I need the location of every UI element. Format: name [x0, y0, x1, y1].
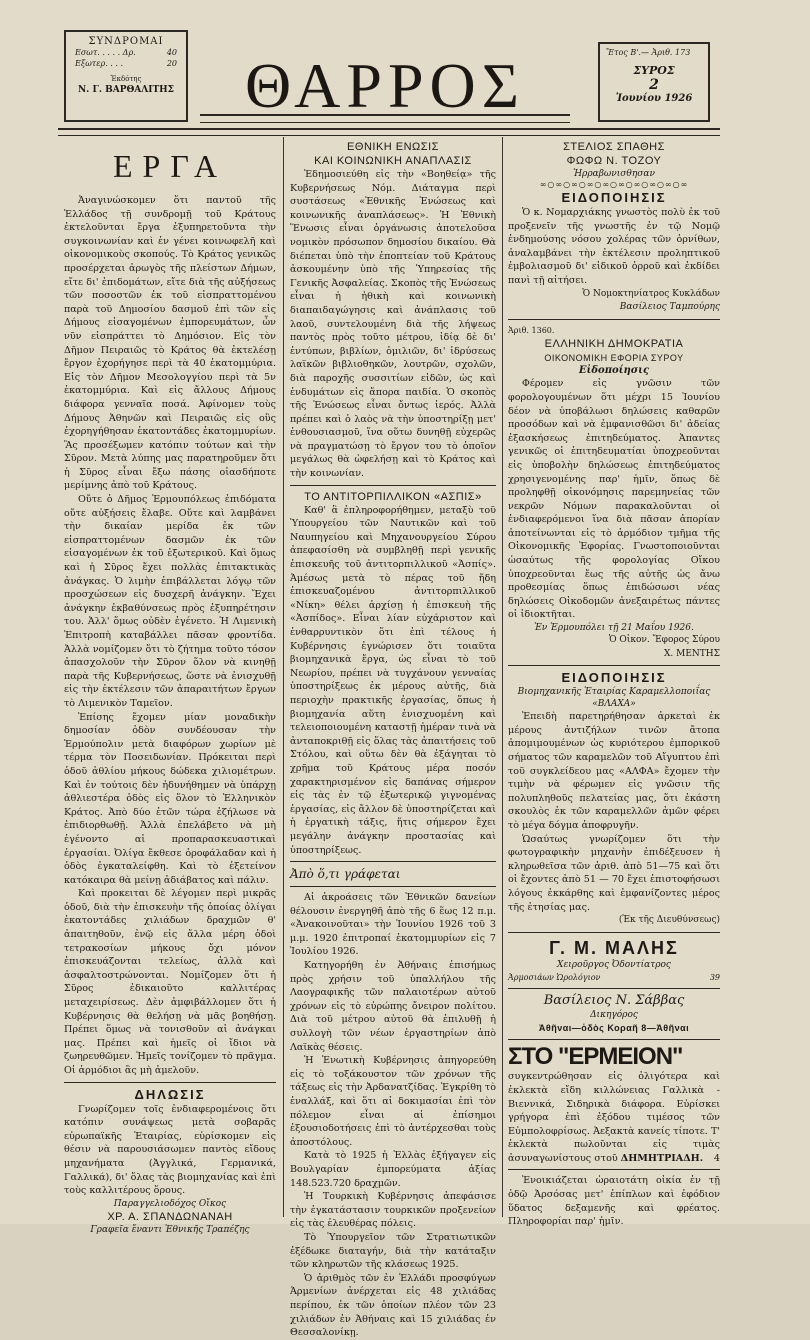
issue-city: ΣΥΡΟΣ — [633, 64, 675, 77]
notice-title-1: ΕΙΔΟΠΟΙΗΣΙΣ — [561, 190, 667, 205]
notice-text: Ἐπειδὴ παρετηρήθησαν ἀρκεταὶ ἐκ μέρους ἀντιζήλων τινῶν ἄτοπα ἀπομιμουμένων ὡς κυριότερου ἐμπορικοῦ σήματος τῶν καραμελῶν τοῦ Αἴγυπτου ἐπὶ τοῦ συγκλείδεου μας «ΑΛΦΑ» ἔχομεν τὴν τιμὴν νὰ φέρωμεν εἰς γνῶσιν τῆς πολυπληθοῦς πελατείας μας, ὅτι ἐκάστη σκουλὸς ἐκ τῶν καραμελλῶν ἀμῶν φέρει τὸ μέγα δόγμα ἀποφρυγῆν. — [508, 711, 720, 831]
advert-sabbas-name: Βασίλειος Ν. Σάββας — [543, 993, 685, 1009]
column-divider-1 — [283, 137, 284, 1217]
section-rule — [508, 988, 720, 989]
notice-signature: (Ἐκ τῆς Διευθύνσεως) — [618, 915, 720, 926]
news-item: Ἡ Ἑνωτικὴ Κυβέρνησις ἀπηγορεύθη εἰς τὸ τοξάκουστον τῶν χρόνων τῆς τάξεως εἰς τὴν Ἀρδανατζίδας. Ἐγκρίθη τὸ ἐναλλάξ, καὶ ὅτι αἱ δοκιμασίαι ἐπὶ τὸν πόλεμον εἶναι αἱ ἐπίσημοι ἐξουσιοδοτήσεις ἐπὶ τὸ ἀντέρχεσθαι τοὺς ἀποστόλους. — [290, 1055, 496, 1148]
advert-ermeion-title: ΣΤΟ "ΕΡΜΕΙΟΝ" — [508, 1043, 683, 1071]
issue-box — [598, 42, 710, 122]
newspaper-title: ΘΑΡΡΟΣ — [244, 50, 526, 121]
column-2 — [290, 140, 496, 1339]
notice-company: Βιομηχανικῆς Ἑταιρίας Καραμελλοποιΐας «ΒΛΑΧΑ» — [517, 687, 711, 710]
article-paragraph: Ἐπίσης ἔχομεν μίαν μοναδικὴν δημοσίαν ὁδὸν συνδέουσαν τὴν Ἑρμούπολιν μετὰ διαφόρων χωρίων μὲ τέρμα τὸν Ποσειδωνίαν. Πρόκειται περὶ ὁδοῦ ἀθλίου μήκους δώδεκα χιλιομέτρων. Καὶ ἐν τούτοις δὲν ἠδυνήθημεν νὰ ὑπάρχῃ ἀθλιεστέρα ὁδὸς εἰς ὅλον τὸ Ἑλληνικὸν Κράτος. Ἀπὸ δύο ἐτῶν τώρα ἐζήλωσε νὰ ἐπιδιορθωθῇ. Ἀλλὰ ἐπελάβετο νὰ μὴ ἐγένοντο αἱ προπαρασκευαστικαὶ ἐργασίαι. Ὀλίγα ἔκθεσε ὀροφάλαδαν καὶ ἡ ὁδὸς ἐγκαταλείφθη. Καὶ τὸ ἐξετείνον κατόκαιρα θὰ μείνῃ ἀδιάβατος καὶ πάλιν. — [64, 711, 276, 886]
headline-ethniki-enosis: ΕΘΝΙΚΗ ΕΝΩΣΙΣ — [347, 141, 439, 153]
notice-name: ΧΡ. Α. ΣΠΑΝΔΩΝΑΝΑΗ — [107, 1210, 233, 1223]
engagement-sub: Ἠρραβωνισθησαν — [573, 169, 655, 179]
section-rule — [290, 861, 496, 862]
issue-month-year: Ἰουνίου 1926 — [615, 93, 693, 104]
notice-text: Φέρομεν εἰς γνῶσιν τῶν φορολογουμένων ὅτι μέχρι 15 Ἰουνίου δέον νὰ ὑποβάλωσι δηλώσεις καθαρῶν προσόδων καὶ νὰ ἐμφανισθῶσι δι' ἀδείας ἐξασκήσεως ἐπιτηδεύματος. Ἀπαντες γενικῶς οἱ ἐπιτηδευματίαι ὑποχρεοῦνται εἰς ὑποβολὴν δηλώσεως ἐπιτηδεύματος χρησιγενομένης παρ' ἡμῖν, ὅπως δὲ προληφθῇ οἰκονόμησις παρεμηνείας τῶν νεκρῶν Νόμων παρακαλοῦνται οἱ ἐνδιαφερόμενοι ἵνα διὰ πᾶσαν ἀπορίαν ἀποτείνωνται εἰς τὸ ἁρμόδιον τμῆμα τῆς Οἰκονομικῆς Ἐφορίας. Γνωστοποιοῦνται ὡσαύτως τῆς φορολογίας Οἴκου ὑποχρεοῦνται ἔως τῆς αὐτῆς ὡς ἄνω προθεσμίας ὅπως ἐπιδώσωσι νέας δηλώσεις Οἰκοδομῶν ἀνεξαιρέτως πάντες οἱ ἰδιοκτῆται. — [508, 378, 720, 621]
ornament-divider: ∞○∞○∞○∞○∞○∞○∞○∞○∞○∞ — [539, 180, 689, 189]
issue-info: Ἔτος Β'.— Ἀριθ. 173 — [606, 48, 691, 57]
subscription-domestic: Εσωτ. . . . . Δρ. 40 — [75, 48, 177, 57]
news-item: Κατηγορήθη ἐν Ἀθήναις ἐπισήμως πρὸς χρήσιν τοῦ ὑπαλλήλου τῆς Λαογραφικῆς τῶν παλαιοτέρων αὐτοῦ χρόνων εἰς τὸ εὐρώπης ὄνειρον πολίτου. Διὰ τοῦ μέτρου αὐτοῦ θὰ ἐπιλυθῇ ἡ συλλογὴ τῶν νέων ἐργαστηρίων ἀπὸ Λαϊκὰς θέσεις. — [290, 960, 496, 1053]
notice-text: Ὡσαύτως γνωρίζομεν ὅτι τὴν φωτογραφικὴν μηχανὴν ἐπιδέξευσεν ἡ κληρωθεῖσα τῶν ἀριθ. ἀπὸ 51—75 καὶ ὅτι οἱ ἔχοντες ἀπὸ 51 — 70 ἔχει ἐπιστοφήσωσι λόγους ἐκκάρθης καὶ ἐμφανίζοντες μέρος τῆς ἐτησίας μας. — [508, 833, 720, 913]
article-paragraph: Καὶ προκειται δὲ λέγομεν περὶ μικρᾶς ὁδοῦ, διὰ τὴν ἐπισκευὴν τῆς ὁποίας ὀλίγαι ἑκατοντάδες χιλιάδων δραχμῶν θ' ἀπαιτηθοῦν, ἐνῷ εἰς ἄλλα μέρη ὁδοὶ τετρακοσίων μήκους ὄχι μόνον ἐπισκευάζονται τελείως, ἀλλὰ καὶ ἀσφαλτοστρώνονται. Νομίζομεν ὅτι ἡ Σῦρος ἐδικαιοῦτο καλλιτέρας μεταχειρίσεως. Δὲν ἀμφιβάλλομεν ὅτι ἡ Κυβέρνησις θὰ θελήσῃ νὰ μᾶς βοηθήσῃ. Πρέπει ὅμως νὰ τονισθοῦν αἱ ἀνάγκαι μας. Πρέπει καὶ ἡμεῖς οἱ ἴδιοι νὰ ζωηρευθῶμεν. Ἡμεῖς τονίζομεν τὸ πρᾶγμα. Οἱ ἁρμόδιοι ἂς μὴ ἀμελοῦν. — [64, 888, 276, 1076]
advert-malis-number: 39 — [709, 972, 720, 982]
masthead-rule — [200, 114, 570, 123]
article-paragraph: Ἀναγινώσκομεν ὅτι παντοῦ τῆς Ἑλλάδος τῇ συνδρομῇ τοῦ Κράτους ἐκτελοῦνται ἔργα ἐξυπηρετοῦντα τὴν συγκοινωνίαν καὶ ἐν γένει κοινωφελῆ καὶ οἰκονομικοὺς σκοπούς. Τὸ Κράτος γενικῶς προσέρχεται ἀρωγὸς τῆς πλείστων Δήμων, εἴτε δι' ἐπιδομάτων, εἴτε διὰ τῆς αὐξήσεως τῶν ποσοστῶν ἐκ τοῦ εἰσπραττομένου παρὰ τοῦ Δημοσίου δασμοῦ ἐπὶ τῶν εἰς Δήμους εἰσαγομένων ἐμπορευμάτων, ὧν νῦν εἰσπράττει τὸ Δημόσιον. Εἰς τὸν Δῆμον Πειραιῶς τὸ Κράτος θὰ ἐκτελέσῃ ἔργον ἐχορήγησε περὶ τὰ 40 ἑκατομμύρια. Εἰς τὸν Δῆμον Μεσολογγίου περὶ τὰ 5ν ἑκατομμύρια. Καὶ εἰς ἄλλους Δήμους διάφορα γενναῖα ποσά. Ἀφίνομεν τοὺς Δήμους Ἀθηνῶν καὶ Πειραιῶς εἰς οὓς ἐχορηγήθησαν ἑκατοντάδες ἑκατομμυρίων. Ἂς προσέξωμεν κατόπιν τούτων καὶ τὴν Σῦρον. Μετὰ λύπης μας παρατηροῦμεν ὅτι ἡ Σῦρος εἶναι ἔξω πάσης οἱασδήποτε μερίμνης ἀπὸ τοῦ Κράτους. — [64, 195, 276, 492]
notice-signature-name: Χ. ΜΕΝΤΗΣ — [663, 648, 720, 659]
news-item: Αἱ ἀκροάσεις τῶν Ἐθνικῶν δανείων θέλουσιν ἐνεργηθῆ ἀπὸ τῆς 6 ἕως 12 π.μ. «Ἀνακοινοῦται» τὴν Ἰουνίου 1926 τοῦ 3 μ.μ. 1920 ἐπιτροπαί ἑκατομμυρίων εἰς 7 Ἰουλίου 1926. — [290, 892, 496, 958]
news-item: Ἡ Τουρκικὴ Κυβέρνησις ἀπεφάσισε τὴν ἐγκατάστασιν τουρκικῶν προξενείων εἰς τὰς ἐλευθέρας πόλεις. — [290, 1191, 496, 1230]
notice-title-dilosis: ΔΗΛΩΣΙΣ — [134, 1086, 206, 1102]
section-rule — [290, 485, 496, 486]
notice-heading-democracy: ΕΛΛΗΝΙΚΗ ΔΗΜΟΚΡΑΤΙΑ — [544, 338, 684, 351]
advert-ermeion-name: ΔΗΜΗΤΡΙΑΔΗ. — [620, 1152, 704, 1164]
notice-text: Γνωρίζομεν τοῖς ἐνδιαφερομένοις ὅτι κατόπιν συνάψεως μετὰ σοβαρᾶς εὐρωπαϊκῆς Ἑταιρίας, εὑρίσκομεν εἰς θέσιν νὰ παρουσιάσωμεν παντὸς εἴδους μηχανήματα (Ἀγγλικά, Γερμανικά, Γαλλικά), δι' ὅλας τὰς βιομηχανίας καὶ ἐπὶ τοὺς καλλιτέρους ὅρους. — [64, 1103, 276, 1197]
subscription-heading: ΣΥΝΔΡΟΜΑΙ — [88, 36, 164, 47]
advert-ermeion-number: 4 — [713, 1152, 720, 1164]
advert-sabbas-title: Δικηγόρος — [590, 1010, 638, 1021]
advert-malis-address: Ἀρμοσιάων Ὡρολόγιον — [508, 972, 601, 982]
article-paragraph: Οὔτε ὁ Δῆμος Ἑρμουπόλεως ἐπιδόματα οὔτε αὐξήσεις ἔλαβε. Οὔτε καὶ λαμβάνει τὴν δικαίαν μερίδα ἐκ τῶν εἰσπραττομένων δασμῶν ἐκ τῶν εἰσαγομένων ἐκ τοῦ ἐξωτερικοῦ. Καὶ ὅμως καὶ ἡ Σῦρος ἔχει πολλὰς ἐπιτακτικὰς ἀνάγκας. Ὁ λιμὴν ἐπιβάλλεται λόγῳ τῶν προσχώσεων εἰς δυσχερῆ ἀνάγκην. Ἔχει ἀνάγκην ἐκβαθύνσεως πρὸς ἐξυπηρέτησιν του. Ἀλλ' ὅμως οὐδὲν ἐγένετο. Ἡ Λιμενικὴ Ἐπιτροπὴ καταβάλλει πᾶσαν φροντίδα. Ἀλλὰ νομίζομεν ὅτι τὸ ζήτημα τοῦτο τόσον ἀπασχολοῦν τὴν Σῦρον ὅλον νὰ κινηθῇ παρὰ τῆς Κυβερνήσεως, ὥστε νὰ ἐνισχυθῇ εἰς τὴν ἐκτέλεσιν τῶν ἀπαραιτήτων ἔργων τὸ Λιμενικὸν Ταμεῖον. — [64, 494, 276, 709]
notice-date: Ἐν Ἑρμουπόλει τῇ 21 Μαΐου 1926. — [534, 623, 694, 634]
section-rule — [508, 665, 720, 666]
advert-malis-name: Γ. Μ. ΜΑΛΗΣ — [549, 937, 679, 958]
notice-signature: Ὁ Οἰκον. Ἔφορος Σύρου — [608, 635, 720, 646]
advert-malis-address-row — [508, 971, 720, 985]
section-rule — [508, 932, 720, 933]
header-rule — [58, 128, 720, 136]
news-item: Ὁ ἀριθμὸς τῶν ἐν Ἑλλάδι προσφύγων Ἀρμενίων ἀνέρχεται εἰς 48 χιλιάδας περίπου, ἐκ τῶν ὁποίων πλέον τῶν 23 χιλιάδων ἐν Ἀθήναις καὶ 15 χιλιάδας ἐν Θεσσαλονίκῃ. — [290, 1272, 496, 1339]
publisher-name: Ν. Γ. ΒΑΡΘΑΛΙΤΗΣ — [77, 85, 175, 95]
notice-signature: Ὁ Νομοκτηνίατρος Κυκλάδων — [582, 288, 720, 299]
engagement-name-2: ΦΩΦΩ Ν. ΤΟΖΟΥ — [566, 155, 662, 167]
section-rule — [508, 1169, 720, 1170]
notice-address: Γραφεῖα ἔναντι Ἐθνικῆς Τραπέζης — [90, 1224, 250, 1235]
news-item: Τὸ Ὑπουργεῖον τῶν Στρατιωτικῶν ἐξέδωκε διαταγήν, διὰ τὴν κατάταξιν τῶν κληρωτῶν τῆς κλάσεως 1925. — [290, 1231, 496, 1271]
advert-sabbas-address: Ἀθῆναι—ὁδὸς Κοραῆ 8—Ἀθῆναι — [538, 1023, 690, 1034]
section-rule — [290, 886, 496, 887]
headline-koinoniki-anaplasis: ΚΑΙ ΚΟΙΝΩΝΙΚΗ ΑΝΑΠΛΑΣΙΣ — [314, 155, 472, 167]
engagement-name-1: ΣΤΕΛΙΟΣ ΣΠΑΘΗΣ — [563, 141, 665, 153]
advert-rent-text: Ἐνοικιάζεται ὡραιοτάτη οἰκία ἐν τῇ ὁδῷ Ἀρσόσας μετ' ἐπίπλων καὶ ἐφόδιον ὕδατος δεξαμενῆς καὶ φρέατος. Πληροφορίαι παρ' ἡμῖν. — [508, 1175, 720, 1228]
notice-rep: Παραγγελιοδόχος Οἴκος — [113, 1198, 227, 1209]
headline-apo-oti-grafetai: Ἀπὸ ὅ,τι γράφεται — [290, 867, 401, 882]
section-rule — [508, 1039, 720, 1040]
column-divider-2 — [502, 137, 503, 1217]
news-item: Κατὰ τὸ 1925 ἡ Ἑλλὰς ἐξήγαγεν εἰς Βουλγαρίαν ἐμπορεύματα ἀξίας 148.523.720 δραχμῶν. — [290, 1150, 496, 1189]
column-3 — [508, 140, 720, 1228]
notice-text: Ὁ κ. Νομαρχιάκης γνωστὸς πολὺ ἐκ τοῦ προξενεῖν τῆς γνωστῆς ἐν τῷ Νομῷ ἐνδημούσης νόσου χολέρας τῶν ὀρνίθων, ἀναλαμβάνει τὴν ἐκτέλεσιν προληπτικοῦ ἐμβολιασμοῦ δι' εἰδικοῦ ὀρροῦ καὶ ἐκδίδει πανὶ τῇ αἰτήσει. — [508, 207, 720, 286]
section-rule — [508, 319, 720, 320]
notice-heading-eidopoiisis: Εἰδοποίησις — [578, 365, 650, 377]
advert-malis-title: Χειροῦργος Ὀδοντίατρος — [557, 959, 671, 970]
publisher-label: Ἐκδότης — [110, 75, 142, 83]
headline-aspis: ΤΟ ΑΝΤΙΤΟΡΠΙΛΛΙΚΟΝ «ΑΣΠΙΣ» — [304, 490, 482, 503]
column-1 — [64, 140, 276, 1235]
notice-heading-eforia: ΟΙΚΟΝΟΜΙΚΗ ΕΦΟΡΙΑ ΣΥΡΟΥ — [544, 353, 684, 364]
section-rule — [64, 1082, 276, 1083]
subscription-foreign: Εξωτερ. . . . 20 — [75, 59, 177, 68]
article-paragraph: Καθ' ἃ ἐπληροφορήθημεν, μεταξὺ τοῦ Ὑπουργείου τῶν Ναυτικῶν καὶ τοῦ Ναυπηγείου καὶ Μηχανουργείου Σύρου ἀπεφασίσθη νὰ συμβληθῇ περὶ γενικῆς ἐπισκευῆς τοῦ ἀντιτορπιλλικοῦ «Ἀσπίς». Ἀμέσως μετὰ τὸ πέρας τοῦ ἤδη ἐπισκευαζομένου ἀντιτορπιλλικοῦ «Νίκη» θέλει ἀρχίσῃ ἡ ἐπισκευὴ τῆς «Ἀσπίδος». Εἶναι λίαν εὐχάριστον καὶ ἐνθαρρυντικὸν ὅτι ἐπὶ τέλους ἡ Κυβέρνησις ἐγνώρισεν ὅτι τοιαῦτα βιομηχανικὰ ἔργα, ὡς εἶναι τὸ τοῦ Νεωρίου, πρέπει νὰ τυγχάνουν γενναίας ὑποστηρίξεως ἐκ μέρους αὐτῆς, διὰ περιοχὴν πρακτικῆς ἐργασίας, ὅπως ἡ βιομηχανία αὕτη ἐνισχυομένη καὶ τελειοποιουμένη καταστῇ ἡμέραν τινὰ νὰ ἀνταποκριθῇ εἰς ὅλας τὰς ἀπαιτήσεις τοῦ Στόλου, καὶ οὕτω δὲν θὰ ἐξάγηται τὸ χρῆμα τοῦ Κράτους μέρα ποσόν χαρακτηρισμένον εἰς δαπάνας σήμερον εἰς τὰς ἐν τῷ ἐξωτερικῷ γιγνομένας ἐργασίας, εἰς ἄλλον δὲ ὑποστηρίζεται καὶ ἡ ἐργατικὴ τάξις, ἥτις σήμερον ἔχει μεγάλην ἀνάγκην προστασίας καὶ ὑποστηρίξεως. — [290, 504, 496, 856]
notice-title-2: ΕΙΔΟΠΟΙΗΣΙΣ — [561, 670, 667, 686]
subscription-box — [64, 30, 188, 122]
article-paragraph: Ἐδημοσιεύθη εἰς τὴν «Βοηθείᾳ» τῆς Κυβερνήσεως Νόμ. Διάταγμα περὶ συστάσεως «Ἐθνικῆς Ἑνώσεως καὶ κοινωνικῆς ἀναπλάσεως». Ἡ Ἐθνικὴ Ἕνωσις εἶναι ὀργάνωσις ἀποτελοῦσα νομικὸν πρόσωπον δημοσίου δικαίου. Θὰ διέπεται ὑπὸ τὴν ἐποπτείαν τοῦ Κράτους ἀσκουμένην ὑπὸ τῆς Ὑπηρεσίας τῆς Γενικῆς Ἀσφαλείας. Σκοπὸς τῆς Ἑνώσεως εἶναι ἡ ἠθικὴ καὶ κοινωνικὴ διαπαιδαγώγησις καὶ ἀνάπλασις τοῦ λαοῦ, συντελουμένη διὰ τῆς λήψεως παντὸς πρὸς τοῦτο μέτρου, ἰδίᾳ δὲ δι' ἐντύπων, βιβλίων, ὁμιλιῶν, δι' ἱδρύσεως λαϊκῶν βιβλιοθηκῶν, λουτρῶν, σχολῶν, διὰ παροχῆς συσσιτίων εἰδῶν, ὡς καὶ ἐνδυμάτων εἰς ἄπορα παιδία. Ὁ σκοπὸς τῆς Ἑνώσεως εἶναι ὄντως ἱερός. Ἀλλὰ πρέπει καὶ ὁ λαὸς νὰ τὴν ὑποστηρίξῃ μετ' ἐνθουσιασμοῦ, ἵνα οὕτω δυνηθῇ εὐχερῶς νὰ πραγματώσῃ τὸ ἔργον του τὸ ὁποῖον μεγάλως θὰ ὠφελήσῃ καὶ τὸ Κράτος καὶ τὴν κοινωνίαν. — [290, 169, 496, 480]
advert-ermeion — [508, 1044, 720, 1165]
article-title-erga: ΕΡΓΑ — [113, 148, 227, 184]
notice-number: Ἀριθ. 1360. — [508, 325, 555, 335]
advert-ermeion-text: συγκεντρώθησαν εἰς ὀλιγότερα καὶ ἐκλεκτὰ εἴδη κιλλώνειας Γαλλικὰ - Βιεννικά, Σιδηρικὰ διάφορα. Εὐρίσκει γρήγορα ἐπὶ ἐξόδου τιμέσος τῶν Εὐμπολοφρίσως. Ἀεξακτὰ κανείς τίποτε. Τ' ἐκλεκτὰ πωλοῦνται εἰς τιμὰς ἀσυναγωνίστους στοῦ — [508, 1071, 720, 1164]
issue-day: 2 — [649, 77, 659, 93]
notice-signature-name: Βασίλειος Ταμπούρης — [619, 302, 720, 313]
